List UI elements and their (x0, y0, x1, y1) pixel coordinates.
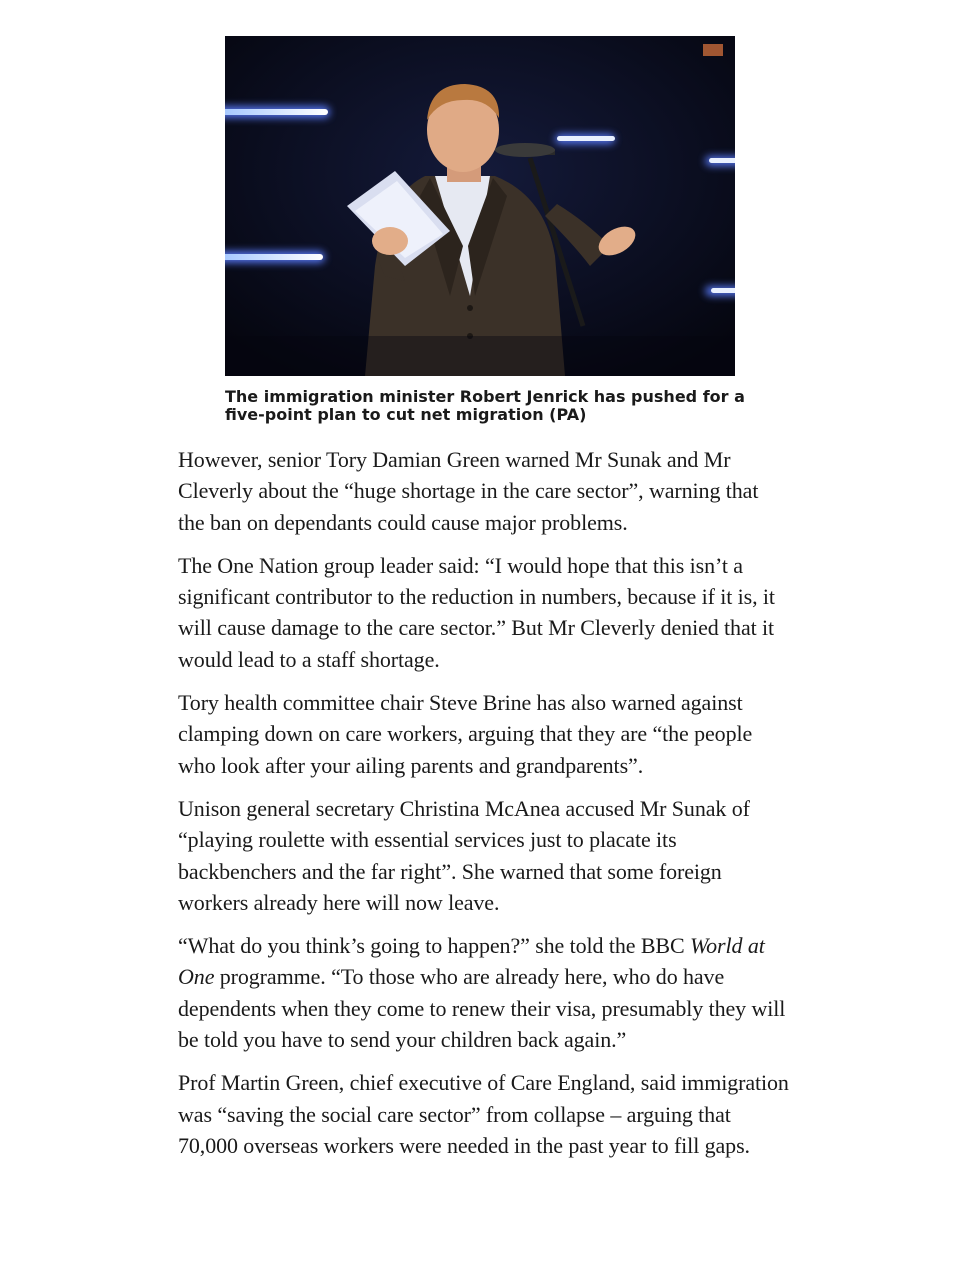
paragraph: However, senior Tory Damian Green warned Mr Sunak and Mr Cleverly about the “huge shortage in the care sector”, warning that the ban on dependants could cause major problems. (178, 447, 759, 535)
article-photo (225, 36, 735, 376)
speaker-photo-illustration (225, 36, 735, 376)
paragraph: The One Nation group leader said: “I would hope that this isn’t a significant contributor to the reduction in numbers, because if it is, it will cause damage to the care sector.” But Mr Cleverly denied that it would lead to a staff shortage. (178, 552, 775, 672)
paragraph (178, 930, 790, 1055)
paragraph: Unison general secretary Christina McAnea accused Mr Sunak of “playing roulette with essential services just to placate its backbenchers and the far right”. She warned that some foreign workers already here will now leave. (178, 795, 750, 915)
article-figure (225, 36, 735, 376)
article-body (178, 444, 790, 1173)
paragraph: Prof Martin Green, chief executive of Care England, said immigration was “saving the social care sector” from collapse – arguing that 70,000 overseas workers were needed in the past year to fill gaps. (178, 1070, 789, 1158)
paragraph-text: “What do you think’s going to happen?” she told the BBC (178, 933, 690, 959)
programme-title: World at One (178, 933, 765, 990)
paragraph: Tory health committee chair Steve Brine has also warned against clamping down on care workers, arguing that they are “the people who look after your ailing parents and grandparents”. (178, 690, 753, 778)
figure-caption: The immigration minister Robert Jenrick has pushed for a five-point plan to cut net migration (PA) (225, 387, 745, 424)
paragraph-text: programme. “To those who are already here, who do have dependents when they come to renew their visa, presumably they will be told you have to send your children back again.” (178, 964, 786, 1053)
